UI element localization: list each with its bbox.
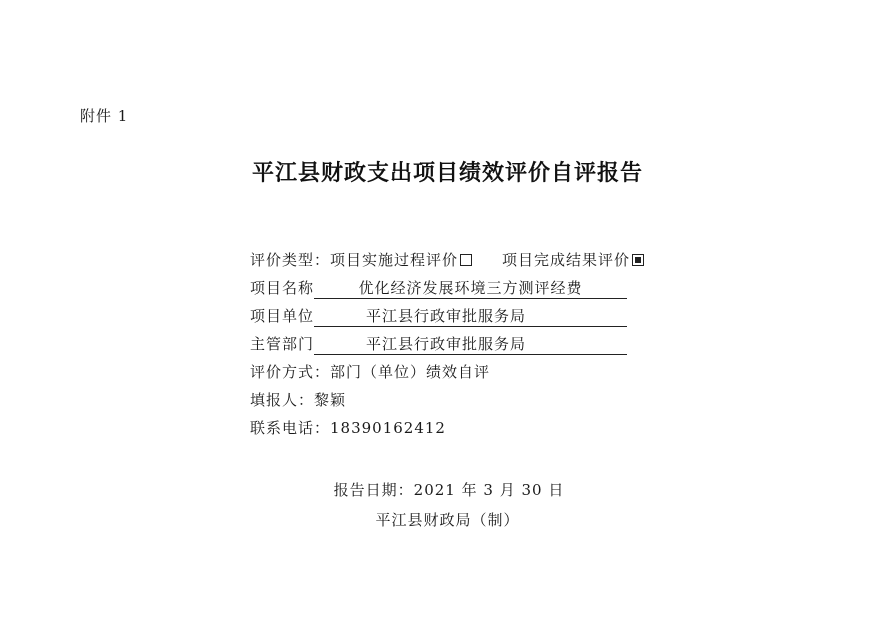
option-process-checkbox[interactable]	[460, 254, 472, 266]
contact-row: 联系电话：18390162412	[250, 419, 446, 437]
report-date-text: 报告日期：2021 年 3 月 30 日	[333, 481, 565, 499]
issuer: 平江县财政局（制）	[375, 511, 520, 529]
project-name-value: 优化经济发展环境三方测评经费	[314, 278, 627, 299]
project-unit-label: 项目单位	[250, 307, 315, 325]
filler-row: 填报人：黎颖	[250, 391, 347, 409]
report-date	[0, 479, 895, 500]
eval-type-label: 评价类型：	[250, 251, 331, 269]
project-name-label: 项目名称	[250, 279, 315, 297]
department-value: 平江县行政审批服务局	[314, 334, 627, 355]
eval-type-row	[250, 246, 670, 274]
option-result-label: 项目完成结果评价	[502, 251, 631, 269]
department-label: 主管部门	[250, 335, 315, 353]
report-form	[250, 246, 670, 442]
attachment-label: 附件 1	[80, 107, 129, 125]
project-unit-value: 平江县行政审批服务局	[314, 306, 627, 327]
project-unit-row	[250, 302, 670, 330]
project-name-row	[250, 274, 670, 302]
department-row	[250, 330, 670, 358]
eval-method-row: 评价方式：部门（单位）绩效自评	[250, 363, 491, 381]
option-process-label: 项目实施过程评价	[330, 251, 459, 269]
option-result-checkbox[interactable]	[632, 254, 644, 266]
page-title: 平江县财政支出项目绩效评价自评报告	[251, 161, 643, 186]
